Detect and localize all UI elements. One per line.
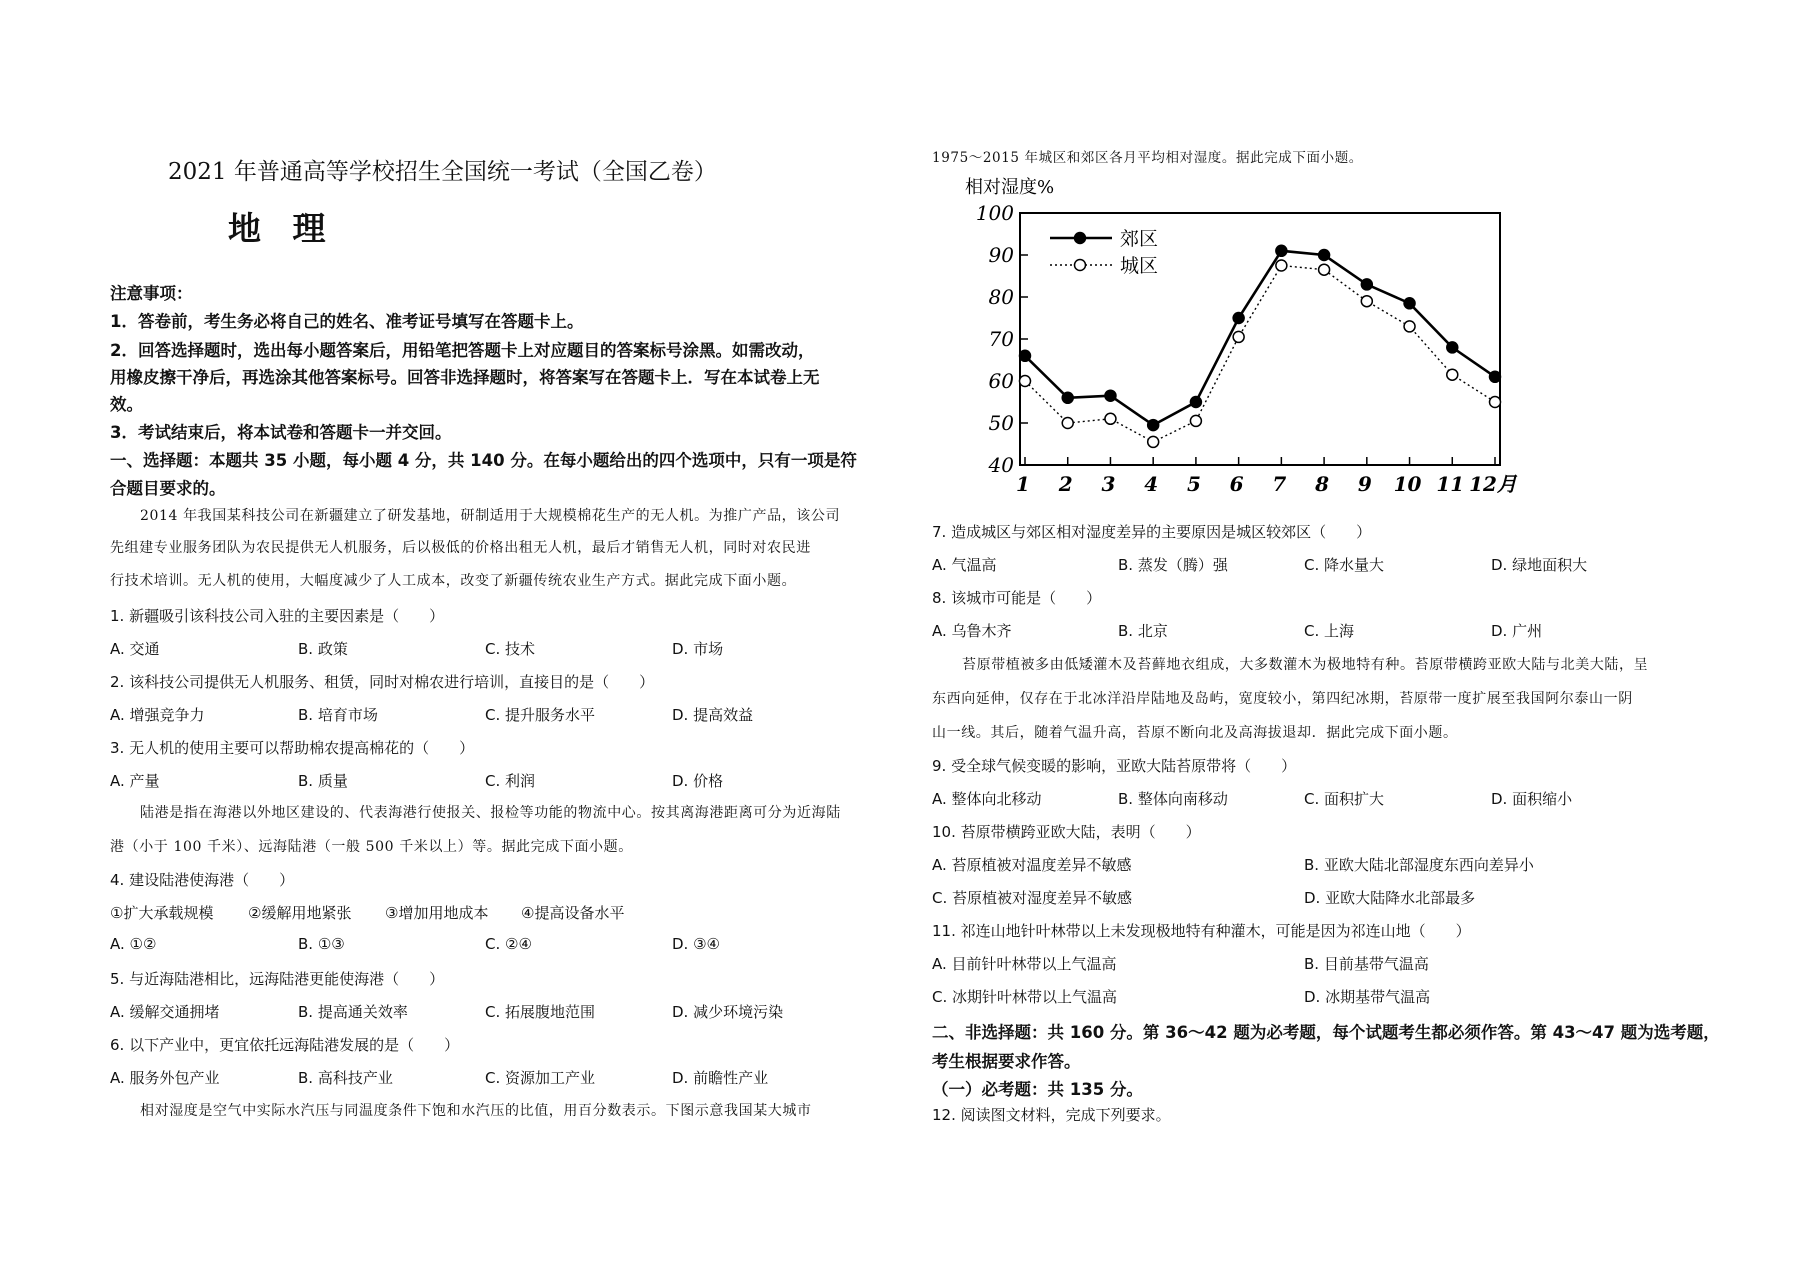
x-tick-label: 9 [1357,472,1372,496]
question-4: 4. 建设陆港使海港（ ） [110,871,295,889]
option: C. 苔原植被对湿度差异不敏感 [932,889,1133,907]
option: A. 目前针叶林带以上气温高 [932,955,1117,973]
section-two-heading: 二、非选择题：共 160 分。第 36～42 题为必考题，每个试题考生都必须作答。第 43～47 题为选考题， [932,1023,1720,1042]
data-point-suburb [1319,250,1330,261]
question-10: 10. 苔原带横跨亚欧大陆，表明（ ） [932,823,1201,841]
option: A. 交通 [110,640,160,658]
question-2: 2. 该科技公司提供无人机服务、租赁，同时对棉农进行培训，直接目的是（ ） [110,673,655,691]
series-line-suburb [1025,251,1495,425]
option: C. 拓展腹地范围 [485,1003,596,1021]
passage-drone: 2014 年我国某科技公司在新疆建立了研发基地，研制适用于大规模棉花生产的无人机。为推广产品，该公司 [140,508,841,524]
option: B. 政策 [298,640,348,658]
data-point-suburb [1148,420,1159,431]
option: A. 气温高 [932,556,997,574]
option: A. 产量 [110,772,160,790]
y-tick-label: 90 [988,243,1014,267]
data-point-suburb [1233,313,1244,324]
data-point-urban [1447,369,1458,380]
legend-label: 城区 [1120,255,1159,277]
question-6: 6. 以下产业中，更宜依托远海陆港发展的是（ ） [110,1036,460,1054]
x-tick-label: 7 [1272,472,1287,496]
passage-drone: 行技术培训。无人机的使用，大幅度减少了人工成本，改变了新疆传统农业生产方式。据此完成下面小题。 [110,573,797,589]
option: A. 苔原植被对温度差异不敏感 [932,856,1132,874]
data-point-suburb [1105,390,1116,401]
data-point-urban [1148,436,1159,447]
option: D. 冰期基带气温高 [1304,988,1431,1006]
option: C. 冰期针叶林带以上气温高 [932,988,1118,1006]
option: B. 目前基带气温高 [1304,955,1429,973]
x-tick-label: 11 [1436,472,1465,496]
option: D. 广州 [1491,622,1543,640]
option: C. 资源加工产业 [485,1069,596,1087]
x-tick-label: 10 [1393,472,1422,496]
statement: ②缓解用地紧张 [248,904,352,922]
data-point-urban [1105,413,1116,424]
passage-dry-port: 陆港是指在海港以外地区建设的、代表海港行使报关、报检等功能的物流中心。按其离海港距离可分为近海陆 [140,805,841,821]
passage-tundra: 山一线。其后，随着气温升高，苔原不断向北及高海拔退却．据此完成下面小题。 [932,725,1458,741]
y-tick-label: 60 [988,369,1014,393]
data-point-suburb [1490,371,1501,382]
option: B. 亚欧大陆北部湿度东西向差异小 [1304,856,1534,874]
exam-title: 2021 年普通高等学校招生全国统一考试（全国乙卷） [168,159,717,185]
option: B. 培育市场 [298,706,378,724]
notice-line: 3．考试结束后，将本试卷和答题卡一并交回。 [110,423,452,442]
x-tick-label: 1 [1016,472,1030,496]
humidity-chart [945,168,1517,508]
option: A. 整体向北移动 [932,790,1042,808]
question-9: 9. 受全球气候变暖的影响，亚欧大陆苔原带将（ ） [932,757,1297,775]
legend-marker [1075,233,1086,244]
option: B. 提高通关效率 [298,1003,408,1021]
passage-humidity-cont: 1975～2015 年城区和郊区各月平均相对湿度。据此完成下面小题。 [932,150,1363,166]
data-point-suburb [1447,342,1458,353]
plot-frame [1020,213,1500,465]
option: D. 面积缩小 [1491,790,1573,808]
x-tick-label: 5 [1186,472,1201,496]
option: C. 提升服务水平 [485,706,596,724]
option: D. 前瞻性产业 [672,1069,769,1087]
option: B. 北京 [1118,622,1168,640]
legend-marker [1075,260,1086,271]
question-3: 3. 无人机的使用主要可以帮助棉农提高棉花的（ ） [110,739,475,757]
section-two-heading-cont: 考生根据要求作答。 [932,1052,1081,1071]
passage-humidity: 相对湿度是空气中实际水汽压与同温度条件下饱和水汽压的比值，用百分数表示。下图示意我国某大城市 [140,1103,812,1119]
option: C. 利润 [485,772,536,790]
data-point-suburb [1062,392,1073,403]
option: D. 减少环境污染 [672,1003,784,1021]
data-point-urban [1233,331,1244,342]
y-tick-label: 40 [988,453,1014,477]
legend-label: 郊区 [1120,228,1159,250]
option: B. ①③ [298,935,345,953]
data-point-suburb [1020,350,1031,361]
notice-line: 2．回答选择题时，选出每小题答案后，用铅笔把答题卡上对应题目的答案标号涂黑。如需改动， [110,341,815,360]
notice-heading: 注意事项： [110,284,193,303]
data-point-urban [1190,415,1201,426]
option: D. 市场 [672,640,724,658]
x-tick-label: 8 [1315,472,1330,496]
y-tick-label: 70 [988,327,1014,351]
question-11: 11. 祁连山地针叶林带以上未发现极地特有种灌木，可能是因为祁连山地（ ） [932,922,1471,940]
option: B. 蒸发（腾）强 [1118,556,1228,574]
option: B. 整体向南移动 [1118,790,1228,808]
option: D. ③④ [672,935,720,953]
option: D. 绿地面积大 [1491,556,1588,574]
option: D. 亚欧大陆降水北部最多 [1304,889,1476,907]
x-tick-label: 12月 [1469,472,1517,496]
section-one-heading-cont: 合题目要求的。 [110,479,226,498]
statement: ③增加用地成本 [385,904,489,922]
option: D. 提高效益 [672,706,754,724]
passage-tundra: 苔原带植被多由低矮灌木及苔藓地衣组成，大多数灌木为极地特有种。苔原带横跨亚欧大陆与北美大陆，呈 [962,657,1649,673]
passage-drone: 先组建专业服务团队为农民提供无人机服务，后以极低的价格出租无人机，最后才销售无人机，同时对农民进 [110,540,811,556]
subject-title: 地 理 [228,209,336,248]
data-point-urban [1404,321,1415,332]
x-tick-label: 6 [1229,472,1244,496]
y-tick-label: 50 [988,411,1014,435]
data-point-urban [1062,418,1073,429]
data-point-urban [1361,296,1372,307]
option: A. ①② [110,935,157,953]
option: C. 上海 [1304,622,1355,640]
section-one-heading: 一、选择题：本题共 35 小题，每小题 4 分，共 140 分。在每小题给出的四个选项中，只有一项是符 [110,451,857,470]
passage-dry-port: 港（小于 100 千米）、远海陆港（一般 500 千米以上）等。据此完成下面小题。 [110,839,633,855]
notice-line: 效。 [110,395,143,414]
statement: ①扩大承载规模 [110,904,214,922]
passage-tundra: 东西向延伸，仅存在于北冰洋沿岸陆地及岛屿，宽度较小，第四纪冰期，苔原带一度扩展至我国阿尔泰山一阴 [932,691,1633,707]
statement: ④提高设备水平 [521,904,625,922]
question-8: 8. 该城市可能是（ ） [932,589,1102,607]
required-questions-heading: （一）必考题：共 135 分。 [932,1080,1143,1099]
option: A. 服务外包产业 [110,1069,220,1087]
data-point-suburb [1276,245,1287,256]
option: A. 缓解交通拥堵 [110,1003,220,1021]
x-tick-label: 3 [1101,472,1116,496]
option: A. 乌鲁木齐 [932,622,1012,640]
y-tick-label: 80 [988,285,1014,309]
option: C. 面积扩大 [1304,790,1385,808]
notice-line: 用橡皮擦干净后，再选涂其他答案标号。回答非选择题时，将答案写在答题卡上．写在本试卷上无 [110,368,820,387]
option: C. 技术 [485,640,536,658]
data-point-suburb [1361,279,1372,290]
option: A. 增强竞争力 [110,706,205,724]
y-tick-label: 100 [975,201,1014,225]
humidity-chart-svg [945,168,1517,508]
option: D. 价格 [672,772,724,790]
data-point-suburb [1190,397,1201,408]
question-1: 1. 新疆吸引该科技公司入驻的主要因素是（ ） [110,607,445,625]
data-point-suburb [1404,298,1415,309]
y-axis-label: 相对湿度% [965,177,1055,198]
data-point-urban [1490,397,1501,408]
option: B. 高科技产业 [298,1069,393,1087]
option: B. 质量 [298,772,348,790]
question-12: 12. 阅读图文材料，完成下列要求。 [932,1106,1171,1124]
data-point-urban [1020,376,1031,387]
series-line-urban [1025,266,1495,442]
option: C. ②④ [485,935,532,953]
question-7: 7. 造成城区与郊区相对湿度差异的主要原因是城区较郊区（ ） [932,523,1372,541]
question-5: 5. 与近海陆港相比，远海陆港更能使海港（ ） [110,970,445,988]
x-tick-label: 2 [1058,472,1073,496]
notice-line: 1．答卷前，考生务必将自己的姓名、准考证号填写在答题卡上。 [110,312,584,331]
x-tick-label: 4 [1144,472,1159,496]
data-point-urban [1319,264,1330,275]
option: C. 降水量大 [1304,556,1385,574]
data-point-urban [1276,260,1287,271]
